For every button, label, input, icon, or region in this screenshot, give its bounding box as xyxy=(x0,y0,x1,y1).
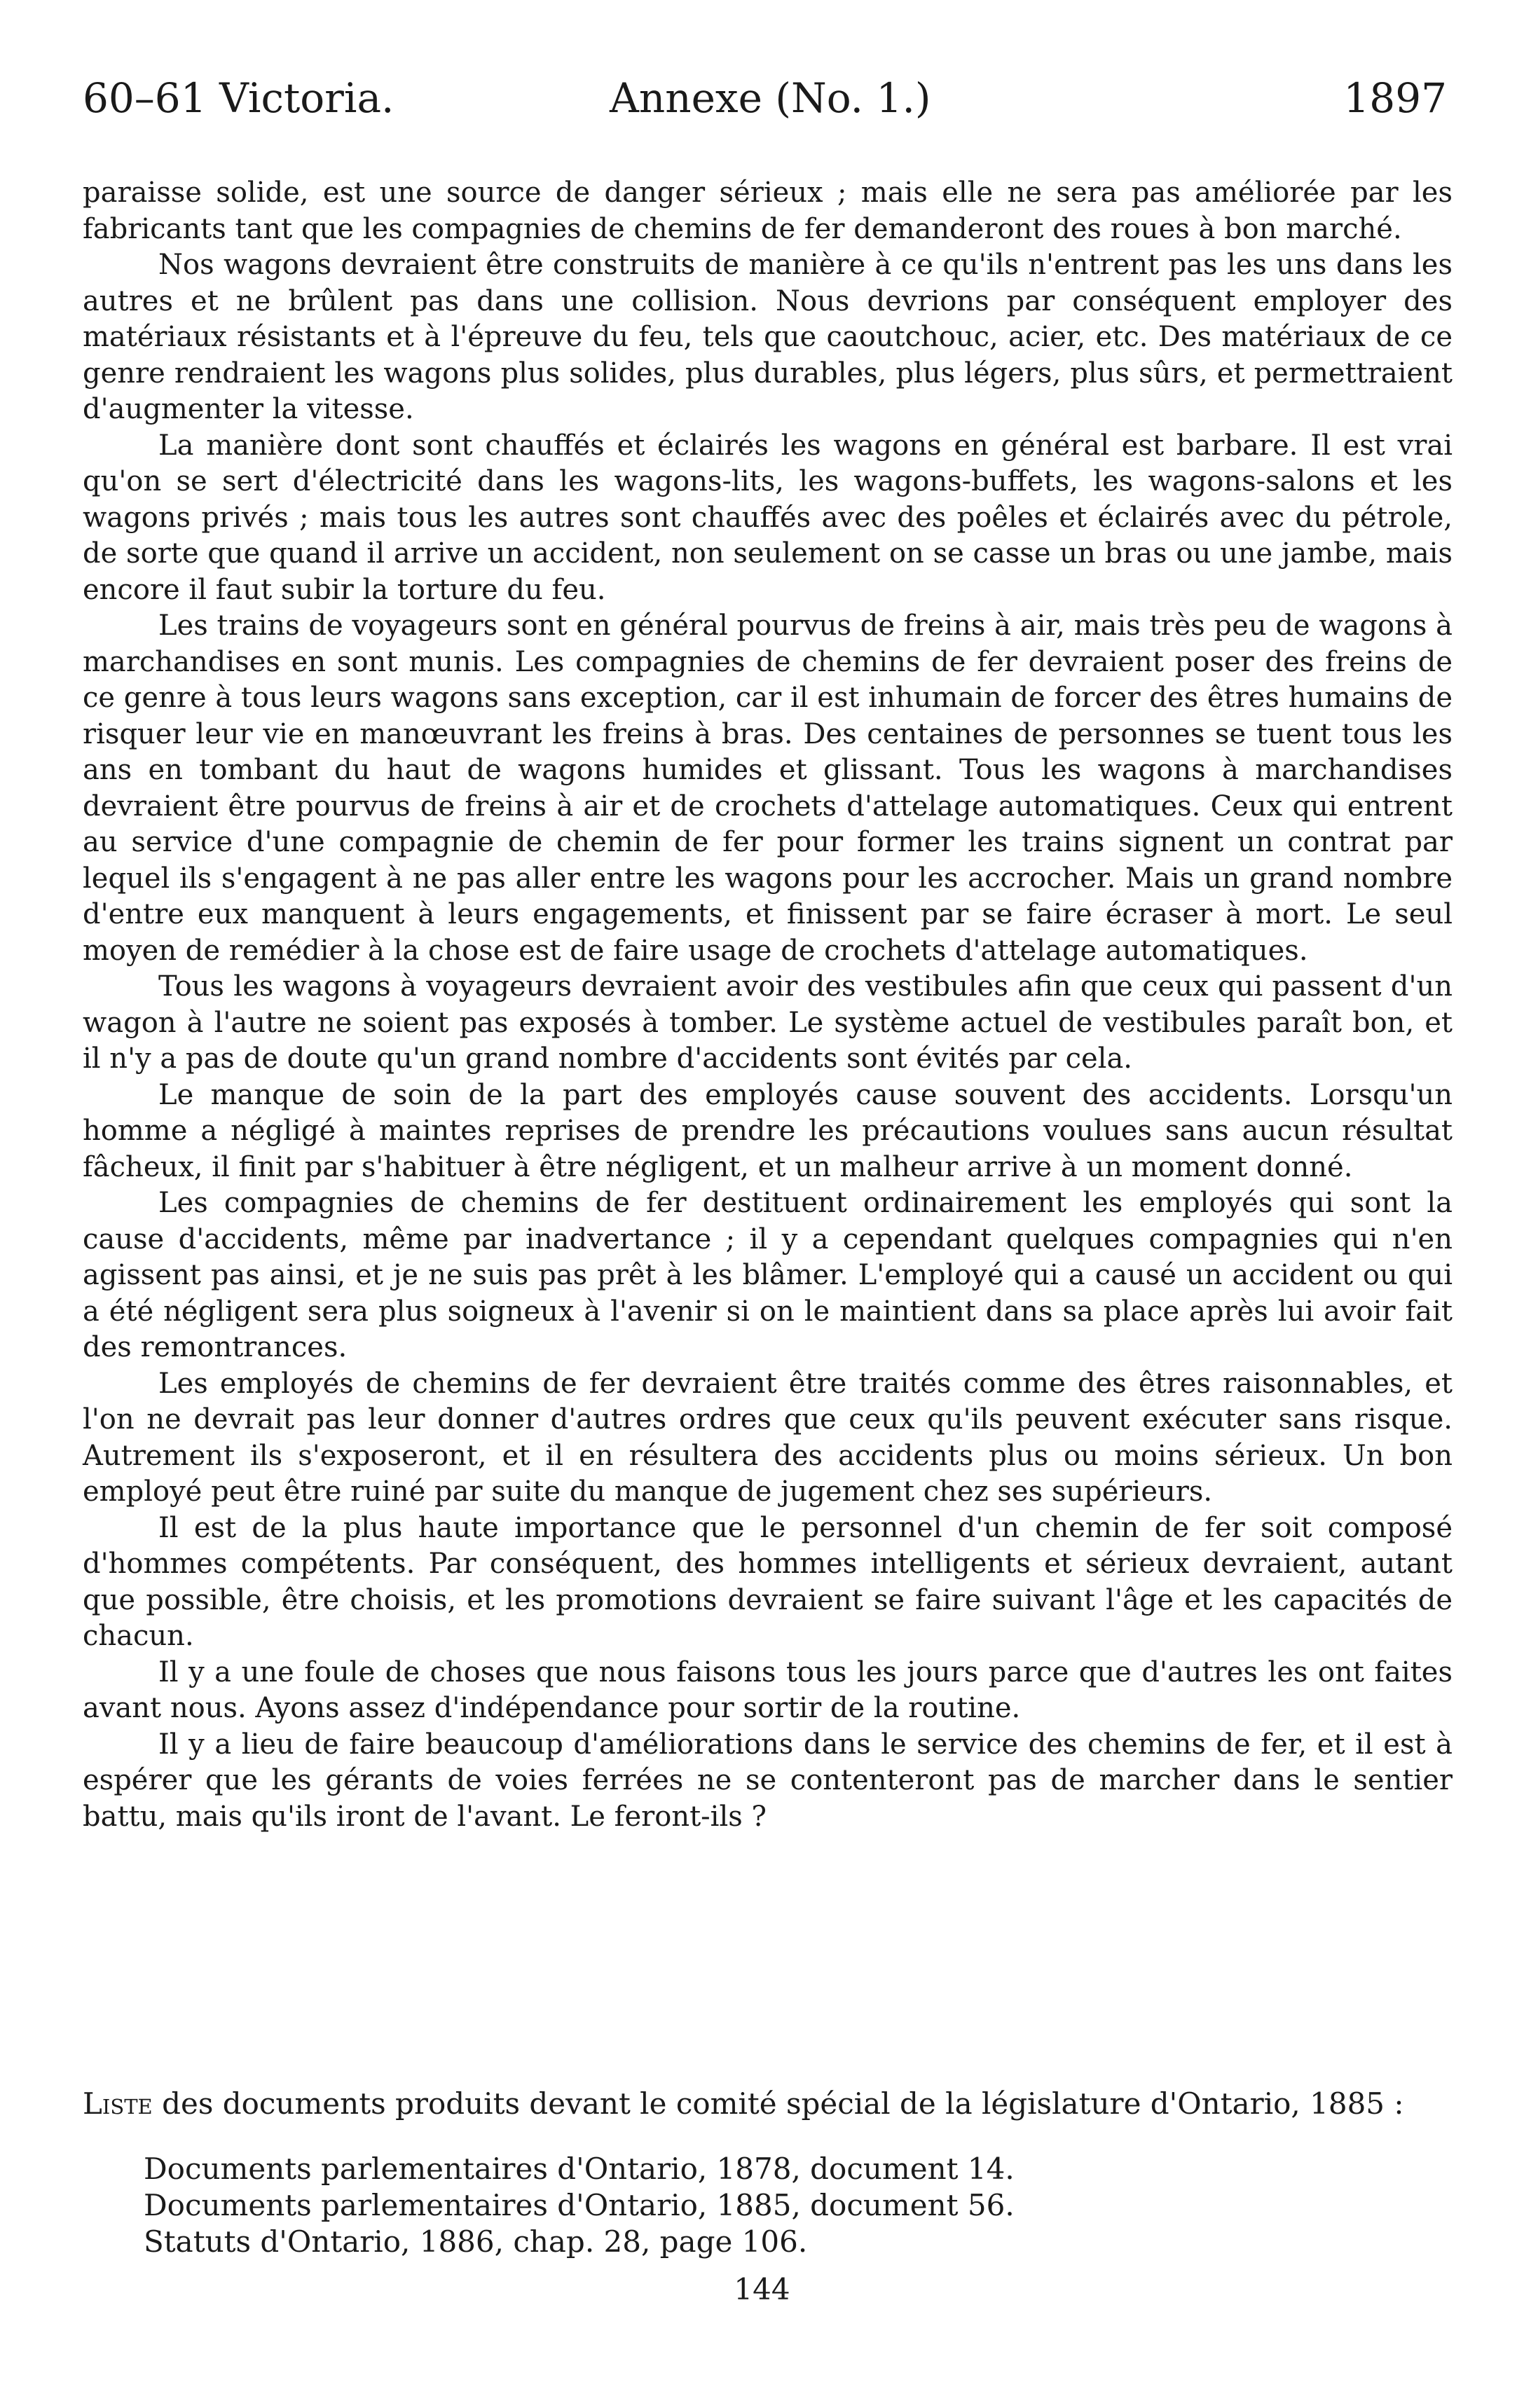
paragraph: Il est de la plus haute importance que le personnel d'un chemin de fer soit composé d'hommes compétents. Par conséquent, des hommes intelligents et sérieux devraient, autant que possible, être choisis, et les promotions devraient se faire suivant l'âge et les capacités de chacun. xyxy=(83,1511,1453,1652)
running-head xyxy=(0,70,1524,126)
paragraph: Les compagnies de chemins de fer destituent ordinairement les employés qui sont la cause d'accidents, même par inadvertance ; il y a cependant quelques compagnies qui n'en agissent pas ainsi, et je ne suis pas prêt à les blâmer. L'employé qui a causé un accident ou qui a été négligent sera plus soigneux à l'avenir si on le maintient dans sa place après lui avoir fait des remontrances. xyxy=(83,1187,1453,1363)
paragraph: Tous les wagons à voyageurs devraient avoir des vestibules afin que ceux qui passent d'un wagon à l'autre ne soient pas exposés à tomber. Le système actuel de vestibules paraît bon, et il n'y a pas de doute qu'un grand nombre d'accidents sont évités par cela. xyxy=(83,970,1453,1075)
page-number: 144 xyxy=(734,2272,790,2306)
list-title-lead: Liste xyxy=(83,2086,153,2121)
list-item: Statuts d'Ontario, 1886, chap. 28, page 106. xyxy=(144,2224,808,2259)
paragraph: Les trains de voyageurs sont en général pourvus de freins à air, mais très peu de wagons à marchandises en sont munis. Les compagnies de chemins de fer devraient poser des freins de ce genre à tous leurs wagons sans exception, car il est inhumain de forcer des êtres humains de risquer leur vie en manœuvrant les freins à bras. Des centaines de personnes se tuent tous les ans en tombant du haut de wagons humides et glissant. Tous les wagons à marchandises devraient être pourvus de freins à air et de crochets d'attelage automatiques. Ceux qui entrent au service d'une compagnie de chemin de fer pour former les trains signent un contrat par lequel ils s'engagent à ne pas aller entre les wagons pour les accrocher. Mais un grand nombre d'entre eux manquent à leurs engagements, et finissent par se faire écraser à mort. Le seul moyen de remédier à la chose est de faire usage de crochets d'attelage automatiques. xyxy=(83,610,1453,967)
document-list-title xyxy=(83,2084,1453,2124)
paragraph: Nos wagons devraient être construits de manière à ce qu'ils n'entrent pas les uns dans les autres et ne brûlent pas dans une collision. Nous devrions par conséquent employer des matériaux résistants et à l'épreuve du feu, tels que caoutchouc, acier, etc. Des matériaux de ce genre rendraient les wagons plus solides, plus durables, plus légers, plus sûrs, et permettraient d'augmenter la vitesse. xyxy=(83,249,1453,425)
header-year: 1897 xyxy=(1343,74,1447,122)
paragraph: paraisse solide, est une source de danger sérieux ; mais elle ne sera pas améliorée par les fabricants tant que les compagnies de chemins de fer demanderont des roues à bon marché. xyxy=(83,177,1453,245)
paragraph: Le manque de soin de la part des employés cause souvent des accidents. Lorsqu'un homme a négligé à maintes reprises de prendre les précautions voulues sans aucun résultat fâcheux, il finit par s'habituer à être négligent, et un malheur arrive à un moment donné. xyxy=(83,1078,1453,1183)
paragraph: Il y a lieu de faire beaucoup d'améliorations dans le service des chemins de fer, et il est à espérer que les gérants de voies ferrées ne se contenteront pas de marcher dans le sentier battu, mais qu'ils iront de l'avant. Le feront-ils ? xyxy=(83,1728,1453,1833)
list-item: Documents parlementaires d'Ontario, 1885, document 56. xyxy=(144,2188,1015,2222)
list-item: Documents parlementaires d'Ontario, 1878, document 14. xyxy=(144,2152,1015,2186)
header-session: 60–61 Victoria. xyxy=(83,74,394,122)
document-list xyxy=(144,2151,1195,2260)
body-text xyxy=(83,175,1453,1835)
paragraph: La manière dont sont chauffés et éclairés les wagons en général est barbare. Il est vrai qu'on se sert d'électricité dans les wagons-lits, les wagons-buffets, les wagons-salons et les wagons privés ; mais tous les autres sont chauffés avec des poêles et éclairés avec du pétrole, de sorte que quand il arrive un accident, non seulement on se casse un bras ou une jambe, mais encore il faut subir la torture du feu. xyxy=(83,429,1453,606)
paragraph: Les employés de chemins de fer devraient être traités comme des êtres raisonnables, et l'on ne devrait pas leur donner d'autres ordres que ceux qu'ils peuvent exécuter sans risque. Autrement ils s'exposeront, et il en résultera des accidents plus ou moins sérieux. Un bon employé peut être ruiné par suite du manque de jugement chez ses supérieurs. xyxy=(83,1367,1453,1508)
list-title-rest: des documents produits devant le comité spécial de la législature d'Ontario, 1885 : xyxy=(152,2086,1404,2121)
header-annex: Annexe (No. 1.) xyxy=(610,74,931,122)
paragraph: Il y a une foule de choses que nous faisons tous les jours parce que d'autres les ont faites avant nous. Ayons assez d'indépendance pour sortir de la routine. xyxy=(83,1656,1453,1724)
